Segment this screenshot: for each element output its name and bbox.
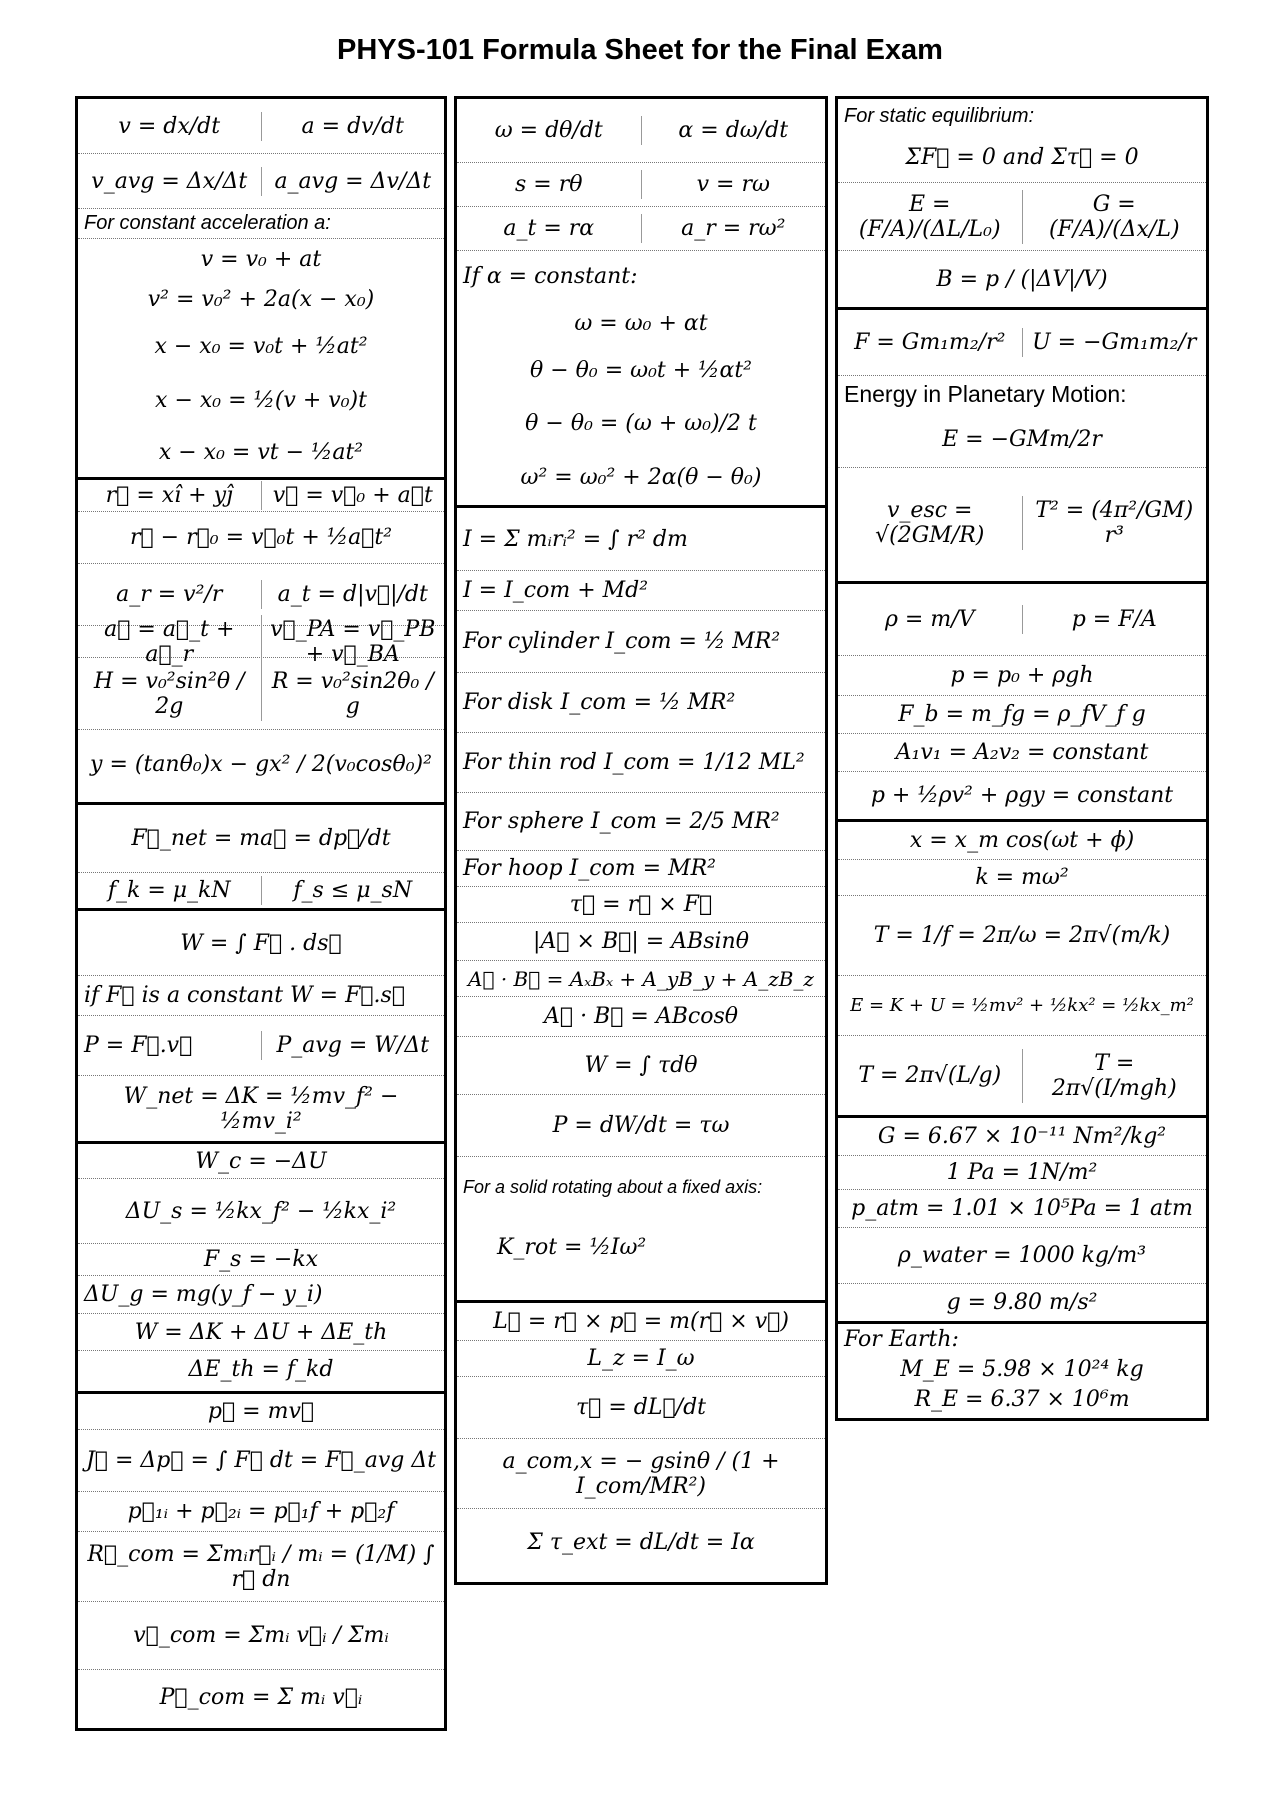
formula-row bbox=[78, 209, 444, 239]
formula: L⃗ = r⃗ × p⃗ = m(r⃗ × v⃗) bbox=[493, 1309, 789, 1334]
formula-row bbox=[457, 1341, 825, 1377]
formula: |A⃗ × B⃗| = ABsinθ bbox=[533, 929, 749, 954]
formula-row bbox=[457, 451, 825, 503]
formula-row bbox=[838, 1324, 1206, 1354]
formula: s = rθ bbox=[515, 172, 583, 197]
formula: ρ_water = 1000 kg/m³ bbox=[897, 1243, 1147, 1268]
formula-row bbox=[838, 310, 1206, 376]
formula-row bbox=[838, 896, 1206, 976]
section-oscillations bbox=[838, 822, 1206, 1118]
formula-row bbox=[457, 733, 825, 793]
formula-row bbox=[78, 279, 444, 319]
formula-row bbox=[78, 1430, 444, 1492]
formula: P = dW/dt = τω bbox=[552, 1113, 730, 1138]
formula: τ⃗ = dL⃗/dt bbox=[575, 1395, 707, 1420]
formula-row bbox=[838, 1384, 1206, 1414]
formula: g = 9.80 m/s² bbox=[946, 1290, 1098, 1315]
formula: B = p / (|ΔV|/V) bbox=[936, 266, 1108, 292]
section-1d-motion bbox=[78, 99, 444, 480]
formula: v = rω bbox=[641, 170, 826, 199]
formula-row bbox=[838, 1284, 1206, 1321]
formula: p⃗₁ᵢ + p⃗₂ᵢ = p⃗₁f + p⃗₂f bbox=[127, 1499, 395, 1524]
formula: I = I_com + Md² bbox=[463, 578, 649, 603]
formula-row bbox=[457, 1509, 825, 1576]
formula: θ − θ₀ = (ω + ω₀)/2 t bbox=[525, 410, 757, 436]
formula-row bbox=[457, 1377, 825, 1439]
formula-row bbox=[78, 616, 444, 667]
formula: ω = dθ/dt bbox=[494, 118, 603, 143]
section-momentum bbox=[78, 1394, 444, 1728]
formula-row bbox=[78, 1492, 444, 1532]
formula: v = dx/dt bbox=[118, 113, 221, 139]
formula: a = dv/dt bbox=[261, 112, 445, 141]
formula-row bbox=[838, 976, 1206, 1036]
formula-row bbox=[78, 658, 444, 730]
formula: ω² = ω₀² + 2α(θ − θ₀) bbox=[520, 464, 762, 490]
formula-row bbox=[78, 99, 444, 154]
column-rotation bbox=[454, 96, 828, 1585]
formula: R = v₀²sin2θ₀ / g bbox=[261, 667, 445, 721]
formula-row bbox=[838, 412, 1206, 468]
formula: x − x₀ = ½(v + v₀)t bbox=[155, 387, 367, 413]
formula: a_r = v²/r bbox=[116, 582, 223, 607]
formula: A₁v₁ = A₂v₂ = constant bbox=[895, 740, 1149, 765]
formula-row bbox=[457, 851, 825, 887]
formula: For thin rod I_com = 1/12 ML² bbox=[463, 750, 805, 775]
formula-row bbox=[457, 571, 825, 611]
section-rotational-dynamics bbox=[457, 508, 825, 1303]
formula-row bbox=[78, 1394, 444, 1430]
formula: W = ΔK + ΔU + ΔE_th bbox=[134, 1319, 388, 1345]
formula-row bbox=[838, 772, 1206, 819]
formula-row bbox=[838, 1228, 1206, 1284]
formula: a_t = rα bbox=[503, 216, 595, 241]
formula: W_net = ΔK = ½mv_f² − ½mv_i² bbox=[123, 1083, 399, 1134]
formula-row bbox=[78, 239, 444, 279]
formula-row bbox=[457, 1217, 825, 1277]
formula: R⃗_com = Σmᵢr⃗ᵢ / mᵢ = (1/M) ∫ r⃗ dn bbox=[87, 1541, 435, 1592]
column-kinematics bbox=[75, 96, 447, 1731]
formula-row bbox=[78, 1179, 444, 1244]
formula-row bbox=[457, 1303, 825, 1341]
formula-row bbox=[457, 793, 825, 851]
formula: x − x₀ = v₀t + ½at² bbox=[154, 333, 368, 359]
formula-row bbox=[838, 251, 1206, 307]
formula-row bbox=[78, 1076, 444, 1141]
formula: I = Σ mᵢrᵢ² = ∫ r² dm bbox=[463, 526, 688, 552]
page-title: PHYS-101 Formula Sheet for the Final Exam bbox=[337, 34, 943, 66]
formula: E = −GMm/2r bbox=[942, 427, 1102, 452]
formula-row bbox=[78, 1670, 444, 1725]
section-angular-momentum bbox=[457, 1303, 825, 1582]
formula: v⃗_PA = v⃗_PB + v⃗_BA bbox=[261, 615, 445, 669]
formula-row bbox=[838, 468, 1206, 578]
formula: θ − θ₀ = ω₀t + ½αt² bbox=[529, 357, 752, 383]
formula: G = (F/A)/(Δx/L) bbox=[1022, 190, 1207, 244]
formula-row bbox=[838, 99, 1206, 133]
formula: P_avg = W/Δt bbox=[261, 1031, 445, 1060]
formula: E = K + U = ½mv² + ½kx² = ½kx_m² bbox=[850, 995, 1194, 1016]
formula: p = p₀ + ρgh bbox=[950, 663, 1094, 688]
formula-row bbox=[78, 512, 444, 564]
formula-row bbox=[838, 1156, 1206, 1190]
formula: G = 6.67 × 10⁻¹¹ Nm²/kg² bbox=[877, 1124, 1167, 1149]
formula: v_avg = Δx/Δt bbox=[91, 168, 248, 194]
formula-row bbox=[838, 584, 1206, 656]
formula: W_c = −ΔU bbox=[195, 1148, 327, 1174]
section-earth bbox=[838, 1324, 1206, 1418]
formula-row bbox=[457, 673, 825, 733]
section-2d-motion bbox=[78, 480, 444, 805]
formula: y = (tanθ₀)x − gx² / 2(v₀cosθ₀)² bbox=[90, 752, 432, 777]
formula-row bbox=[457, 1157, 825, 1217]
formula: If α = constant: bbox=[463, 263, 638, 289]
formula: a_avg = Δv/Δt bbox=[261, 167, 445, 196]
formula-row bbox=[457, 961, 825, 997]
note: For constant acceleration a: bbox=[84, 212, 331, 234]
formula-row bbox=[78, 805, 444, 873]
formula-row bbox=[78, 1314, 444, 1351]
formula: R_E = 6.37 × 10⁶m bbox=[914, 1386, 1130, 1412]
formula-row bbox=[457, 923, 825, 961]
formula-row bbox=[457, 1037, 825, 1095]
formula: E = (F/A)/(ΔL/L₀) bbox=[858, 191, 1001, 242]
formula: ΔE_th = f_kd bbox=[188, 1357, 334, 1382]
formula: p⃗ = mv⃗ bbox=[207, 1399, 315, 1424]
formula: a_r = rω² bbox=[641, 214, 826, 243]
formula-row bbox=[838, 183, 1206, 251]
formula: x = x_m cos(ωt + ϕ) bbox=[909, 828, 1135, 853]
formula: J⃗ = Δp⃗ = ∫ F⃗ dt = F⃗_avg Δt bbox=[85, 1448, 437, 1473]
formula-row bbox=[78, 427, 444, 477]
formula: ω = ω₀ + αt bbox=[574, 310, 708, 336]
formula: α = dω/dt bbox=[641, 116, 826, 145]
formula: ΣF⃗ = 0 and Στ⃗ = 0 bbox=[905, 145, 1139, 170]
formula-row bbox=[457, 99, 825, 163]
formula-row bbox=[78, 480, 444, 512]
formula: F_b = m_fg = ρ_fV_f g bbox=[898, 702, 1146, 727]
formula-row bbox=[78, 319, 444, 373]
formula: v_esc = √(2GM/R) bbox=[875, 498, 985, 548]
formula: if F⃗ is a constant W = F⃗.s⃗ bbox=[84, 983, 406, 1008]
note: For Earth: bbox=[844, 1326, 959, 1352]
formula: k = mω² bbox=[975, 865, 1069, 890]
formula: p + ½ρv² + ρgy = constant bbox=[870, 783, 1174, 808]
section-gravitation bbox=[838, 310, 1206, 584]
formula: v⃗ = v⃗₀ + a⃗t bbox=[261, 481, 445, 510]
formula: p = F/A bbox=[1022, 605, 1207, 634]
formula-row bbox=[838, 822, 1206, 860]
formula: 1 Pa = 1N/m² bbox=[946, 1160, 1098, 1185]
formula: F⃗_net = ma⃗ = dp⃗/dt bbox=[131, 826, 391, 851]
formula-row bbox=[78, 1244, 444, 1276]
formula: L_z = I_ω bbox=[587, 1346, 695, 1371]
formula-row bbox=[838, 860, 1206, 896]
formula-row bbox=[838, 1118, 1206, 1156]
note: For a solid rotating about a fixed axis: bbox=[463, 1176, 763, 1197]
formula: ΔU_s = ½kx_f² − ½kx_i² bbox=[125, 1198, 397, 1224]
formula: a_com,x = − gsinθ / (1 + I_com/MR²) bbox=[502, 1448, 780, 1499]
formula-row bbox=[457, 611, 825, 673]
note: Energy in Planetary Motion: bbox=[844, 380, 1127, 407]
formula: T² = (4π²/GM) r³ bbox=[1022, 496, 1207, 550]
formula: T = 2π√(L/g) bbox=[858, 1063, 1002, 1088]
section-energy bbox=[78, 1144, 444, 1394]
formula: r⃗ − r⃗₀ = v⃗₀t + ½a⃗t² bbox=[129, 525, 393, 550]
formula: H = v₀²sin²θ / 2g bbox=[93, 668, 245, 719]
formula: Σ τ_ext = dL/dt = Iα bbox=[527, 1530, 755, 1555]
formula-row bbox=[457, 1095, 825, 1157]
formula-row bbox=[838, 376, 1206, 412]
formula-row bbox=[78, 1602, 444, 1670]
formula: M_E = 5.98 × 10²⁴ kg bbox=[900, 1356, 1144, 1382]
formula: ρ = m/V bbox=[884, 607, 975, 632]
formula: ΔU_g = mg(y_f − y_i) bbox=[84, 1282, 323, 1307]
formula-row bbox=[78, 1532, 444, 1602]
section-work-power bbox=[78, 911, 444, 1144]
formula: T = 2π√(I/mgh) bbox=[1022, 1049, 1207, 1103]
formula: A⃗ · B⃗ = ABcosθ bbox=[543, 1004, 738, 1029]
column-gravitation-fluids-oscillations bbox=[835, 96, 1209, 1421]
formula-row bbox=[457, 251, 825, 301]
formula-row bbox=[457, 508, 825, 571]
section-rotational-kinematics bbox=[457, 99, 825, 508]
formula: τ⃗ = r⃗ × F⃗ bbox=[569, 892, 713, 917]
formula: U = −Gm₁m₂/r bbox=[1022, 328, 1207, 357]
formula-row bbox=[838, 1354, 1206, 1384]
formula-row bbox=[457, 887, 825, 923]
formula-row bbox=[838, 1036, 1206, 1115]
formula: For sphere I_com = 2/5 MR² bbox=[463, 809, 780, 834]
formula: K_rot = ½Iω² bbox=[497, 1234, 647, 1260]
formula: W = ∫ τdθ bbox=[584, 1053, 698, 1078]
section-fluids bbox=[838, 584, 1206, 822]
formula: A⃗ · B⃗ = AₓBₓ + A_yB_y + A_zB_z bbox=[468, 966, 814, 991]
formula: v⃗_com = Σmᵢ v⃗ᵢ / Σmᵢ bbox=[133, 1623, 389, 1648]
formula: a_t = d|v⃗|/dt bbox=[261, 580, 445, 609]
formula-row bbox=[838, 1190, 1206, 1228]
formula-row bbox=[838, 656, 1206, 696]
formula-row bbox=[457, 345, 825, 395]
formula: v² = v₀² + 2a(x − x₀) bbox=[147, 286, 375, 312]
formula-row bbox=[457, 997, 825, 1037]
formula: p_atm = 1.01 × 10⁵Pa = 1 atm bbox=[851, 1196, 1193, 1221]
note: For static equilibrium: bbox=[844, 104, 1035, 127]
formula-row bbox=[457, 301, 825, 345]
formula-row bbox=[78, 1016, 444, 1076]
formula: f_k = μ_kN bbox=[107, 878, 231, 903]
formula-row bbox=[78, 976, 444, 1016]
formula-row bbox=[78, 873, 444, 908]
section-forces bbox=[78, 805, 444, 911]
formula: For hoop I_com = MR² bbox=[463, 856, 716, 881]
section-constants bbox=[838, 1118, 1206, 1324]
formula: F = Gm₁m₂/r² bbox=[854, 330, 1006, 355]
section-equilibrium-elasticity bbox=[838, 99, 1206, 310]
formula-row bbox=[78, 1276, 444, 1314]
formula-row bbox=[838, 696, 1206, 734]
formula: v = v₀ + at bbox=[200, 246, 322, 272]
formula-row bbox=[457, 395, 825, 451]
formula: r⃗ = xî + yĵ bbox=[105, 483, 233, 508]
formula: For disk I_com = ½ MR² bbox=[463, 690, 736, 715]
formula-row bbox=[78, 373, 444, 427]
formula-row bbox=[457, 163, 825, 207]
formula-row bbox=[78, 1351, 444, 1388]
formula-row bbox=[78, 730, 444, 799]
formula: P = F⃗.v⃗ bbox=[84, 1033, 193, 1058]
formula: x − x₀ = vt − ½at² bbox=[158, 439, 364, 465]
formula: For cylinder I_com = ½ MR² bbox=[463, 629, 781, 654]
formula: W = ∫ F⃗ . ds⃗ bbox=[180, 930, 342, 956]
formula-row bbox=[838, 734, 1206, 772]
formula: F_s = −kx bbox=[203, 1247, 319, 1272]
formula-row bbox=[457, 207, 825, 251]
formula-row bbox=[838, 133, 1206, 183]
formula: P⃗_com = Σ mᵢ v⃗ᵢ bbox=[159, 1685, 363, 1710]
formula-row bbox=[78, 154, 444, 209]
formula-row bbox=[78, 1144, 444, 1179]
formula-row bbox=[457, 1439, 825, 1509]
formula: a⃗ = a⃗_t + a⃗_r bbox=[104, 616, 235, 667]
formula: T = 1/f = 2π/ω = 2π√(m/k) bbox=[873, 923, 1171, 948]
formula: f_s ≤ μ_sN bbox=[261, 876, 445, 905]
formula-row bbox=[78, 911, 444, 976]
